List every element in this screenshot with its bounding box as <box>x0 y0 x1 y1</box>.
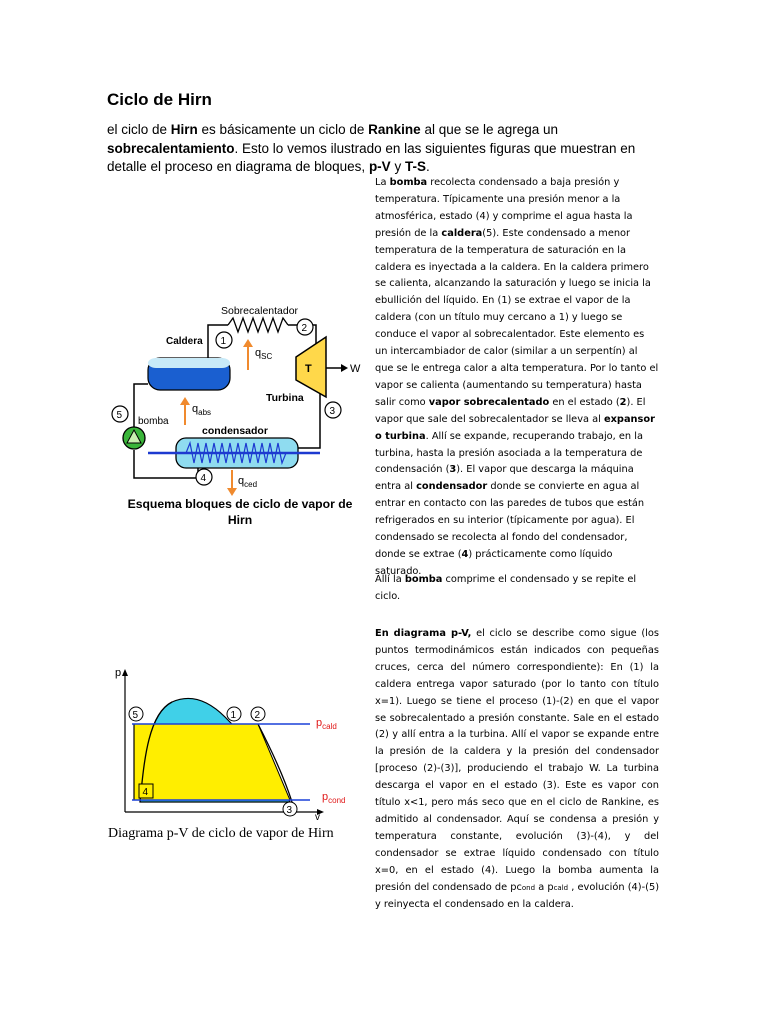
state-2-label: 2 <box>301 323 308 334</box>
q-ced-label: $q_{ced}$ <box>238 475 258 489</box>
v-axis-label: v <box>315 812 320 823</box>
paragraph-bomba-description: La bomba recolecta condensado a baja presión y temperatura. Típicamente una presión menor a la atmosférica, estado (4) y comprime el agua hasta la presión de la caldera(5). Este condensado a menor temperatura de la temperatura de saturación en la caldera es inyectada a la caldera. En la caldera primero se calienta, alcanzando la saturación y luego se inicia la ebullición del líquido. En (1) se extrae el vapor de la caldera (con un título muy cercano a 1) y luego se conduce el vapor al sobrecalentador. Este elemento es un intercambiador de calor (similar a un serpentín) al que se le entrega calor a alta temperatura. Por lo tanto el vapor se calienta (aumentando su temperatura) hasta salir como vapor sobrecalentado en el estado (2). El vapor que sale del sobrecalentador se lleva al expansor o turbina. Allí se expande, recuperando trabajo, en la turbina, hasta la presión asociada a la temperatura de condensación (3). El vapor que descarga la máquina entra al condensador donde se convierte en agua al entrar en contacto con las paredes de tubos que están refrigerados en su interior (típicamente por agua). El condensado se recolecta al fondo del condensador, donde se extrae (4) prácticamente como líquido saturado. <box>375 177 659 577</box>
cycle-area <box>134 724 290 800</box>
block-schematic <box>108 300 373 500</box>
q-abs-label: $q_{abs}$ <box>192 403 212 417</box>
turbina-label: Turbina <box>266 392 304 404</box>
pv-state-5: 5 <box>132 710 139 721</box>
intro-paragraph: el ciclo de Hirn es básicamente un ciclo de Rankine al que se le agrega un sobrecalentamiento. Esto lo vemos ilustrado en las siguientes figuras que muestran en detalle el proceso en diagrama de bloques, p-V y T-S. <box>107 122 636 174</box>
condensador-label: condensador <box>202 425 268 437</box>
q-sc-label: $q_{SC}$ <box>255 347 273 361</box>
p-cond-label: $p_{cond}$ <box>322 791 346 805</box>
pv-state-4: 4 <box>142 787 149 798</box>
schematic-caption: Esquema bloques de ciclo de vapor de Hirn <box>127 497 353 527</box>
caldera-label: Caldera <box>166 336 203 347</box>
sobrecalentador-coil <box>228 318 288 332</box>
turbine-letter: T <box>305 363 312 375</box>
state-5-label: 5 <box>116 410 123 421</box>
state-3-label: 3 <box>329 406 336 417</box>
bomba-label: bomba <box>138 416 169 427</box>
pv-state-1: 1 <box>230 710 237 721</box>
pv-diagram-caption: Diagrama p-V de ciclo de vapor de Hirn <box>108 826 334 841</box>
pv-state-2: 2 <box>254 710 261 721</box>
paragraph-repeat-cycle: Allí la bomba comprime el condensado y se repite el ciclo. <box>375 574 637 602</box>
page-title: Ciclo de Hirn <box>107 90 212 109</box>
state-1-label: 1 <box>220 336 227 347</box>
sobrecalentador-label: Sobrecalentador <box>221 305 299 317</box>
pv-state-3: 3 <box>286 805 293 816</box>
work-label: W <box>350 363 361 375</box>
p-cald-label: $p_{cald}$ <box>316 717 337 731</box>
p-axis-label: p <box>115 667 122 679</box>
state-4-label: 4 <box>200 473 207 484</box>
paragraph-pv-description: En diagrama p-V, el ciclo se describe como sigue (los puntos termodinámicos están indicados con pequeñas cruces, cerca del número correspondiente): En (1) la caldera entrega vapor saturado (por lo tanto con título x=1). Luego se tiene el proceso (1)-(2) en que el vapor se sobrecalentado a presión constante. Sale en el estado (2) y allí entra a la turbina. Allí el vapor se expande entre la presión de la caldera y la presión del condensador [proceso (2)-(3)], produciendo el trabajo W. La turbina descarga el vapor en el estado (3). Este es vapor con título x<1, pero más seco que en el ciclo de Rankine, es admitido al condensador. Aquí se condensa a presión y temperatura constante, evolución (3)-(4), y del condensador se extrae líquido condensado con título x=0, en el estado (4). Luego la bomba aumenta la presión del condensado de pcond a pcald , evolución (4)-(5) y reinyecta el condensado en la caldera. <box>375 628 660 910</box>
pv-diagram <box>110 662 370 823</box>
